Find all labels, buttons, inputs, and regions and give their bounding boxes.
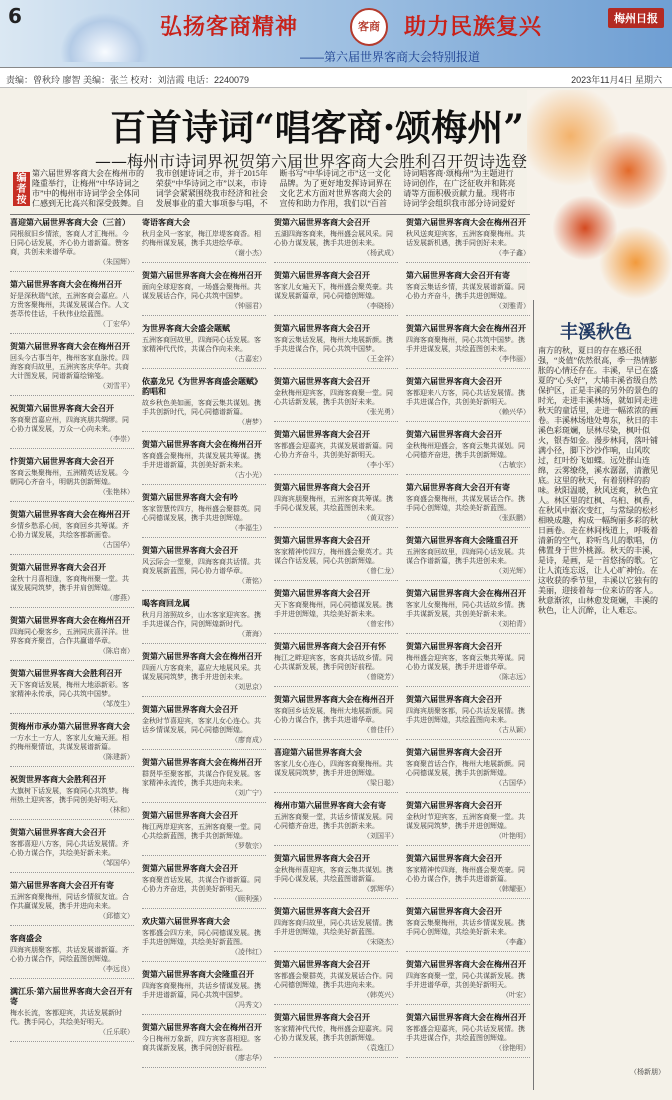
poem-author: （钟丽君） xyxy=(231,302,266,310)
poem-body: 客都盛会四方来，同心同德谋发展。携手共进创辉煌，共绘美好新蓝图。 xyxy=(142,929,261,946)
poem-body: 面向全球迎客商，一场盛会聚梅州。共谋发展话合作，同心共筑中国梦。 xyxy=(142,283,261,300)
poem-title: 贺第六届世界客商大会召开 xyxy=(274,536,370,545)
poem-author: （李伟丽） xyxy=(495,355,530,363)
poem-body: 客都迎来八方客，同心共话发展情。携手共进谋合作，共创美好新明天。 xyxy=(406,389,525,406)
poem-author: （廖育成） xyxy=(231,736,266,744)
poem-body: 客商云集聚梅州，五洲精英话发展。今朝同心齐奋斗，明朝共创新辉煌。 xyxy=(10,469,129,486)
poem-title: 贺第六届世界客商大会在梅州召开 xyxy=(142,271,262,280)
essay-body: 南方的秋，夏日的存在感还很强，“炎值”依然很高，季一热情膨胀的心情还存在。丰溪，早已在盛夏的“心头好”，大埔丰溪省级自然保护区，正是丰溪的另外的景色的时光，走进丰溪林场，就如同走进秋天的童话里，走进一幅浓浓的画卷。丰溪林场地处粤东，秋日的丰溪色彩斑斓，层林尽染，枫叶似火，银杏如金。漫步林间，落叶铺满小径，脚下沙沙作响，山风吹过，红叶纷飞如蝶。远处群山连绵，云雾缭绕，溪水潺潺，清澈见底。这里的秋天，有着别样的韵味。秋阳温暖，秋风送爽，秋色宜人。林区里的红枫、乌桕、枫香，在秋风中渐次变红，与常绿的松杉相映成趣，构成一幅绚丽多彩的秋日画卷。走在林间栈道上，呼吸着清新的空气，聆听鸟儿的歌唱，仿佛置身于世外桃源。秋天的丰溪，是诗，是画，是一首悠扬的歌。它让人流连忘返，让人心旷神怡。在这收获的季节里，丰溪以它独有的美丽，迎接着每一位来访的客人。秋意渐浓，山林愈发斑斓，丰溪的秋色，让人沉醉，让人难忘。 xyxy=(538,346,658,615)
poem-author: （邱德文） xyxy=(99,912,134,920)
poem-item xyxy=(142,599,266,644)
poem-item xyxy=(406,536,530,581)
poem-body: 五洲客商回故里，四海同心话发展。共谋合作谱新篇，携手共进创未来。 xyxy=(406,548,525,565)
poem-body: 金秋梅州喜迎宾，客商云集共谋划。携手同心谋发展，共绘蓝图谱新篇。 xyxy=(274,866,393,883)
poem-item xyxy=(406,960,530,1005)
poem-author: （郭辉华） xyxy=(363,885,398,893)
issue-date: 2023年11月4日 星期六 xyxy=(571,75,662,85)
poem-body: 故乡秋色美如画，客商云集共谋划。携手共创新时代，同心同德谱新篇。 xyxy=(142,399,261,416)
poem-body: 客家精神传四海，梅州盛会聚英豪。同心协力谋合作，携手共进谱新篇。 xyxy=(406,866,525,883)
poem-item xyxy=(274,960,398,1005)
editor-note-text: 第六届世界客商大会在梅州市的隆重举行，让梅州“中华诗词之市”中的梅州市诗词学会全体同仁感到无比高兴和深受鼓舞。自我市创建诗词之市，并于2015年荣获“中华诗词之市”以来，市诗词学会紧紧围绕我市经济和社会发展事业的重大事项参与唱，不断书写“中华诗词之市”这一文化品牌。为了更好地发挥诗词界在文化艺术方面对世界客商大会的宣传和助力作用，我们以“百首诗词唱客商·颂梅州”为主题进行诗词创作，在广泛征收并和陈亮请等方面积极贡献力量。现将市诗词学会组织我市部分诗词爱好 xyxy=(32,169,516,208)
editor-note-tag: 编者按 xyxy=(13,172,30,206)
poem-author: （袁逸江） xyxy=(363,1044,398,1052)
poem-title: 贺第六届世界客商大会召开 xyxy=(406,642,502,651)
poem-item xyxy=(10,828,134,873)
poem-item xyxy=(142,546,266,591)
poem-body: 客商聚首话合作，梅州大地展新颜。同心同德谋发展，携手共创新辉煌。 xyxy=(406,760,525,777)
edit-credits-line xyxy=(0,68,672,88)
poem-author: （李晓杨） xyxy=(363,302,398,310)
poem-author: （李子鑫） xyxy=(495,249,530,257)
poem-author: （刘雪平） xyxy=(99,382,134,390)
poem-body: 客家儿女心连心，四海客商聚梅州。共谋发展同筑梦，携手并进创辉煌。 xyxy=(274,760,393,777)
poem-item xyxy=(274,536,398,581)
poem-item xyxy=(10,934,134,979)
poem-title: 祝贺第六届世界客商大会召开 xyxy=(10,404,114,413)
poem-body: 客商盛会聚梅州，共谋发展共筹谋。携手并进谱新篇，共创美好新未来。 xyxy=(142,452,261,469)
poem-item xyxy=(142,377,266,432)
poem-body: 客家智慧传四方，梅州盛会聚群英。同心同德谋发展，携手共进创辉煌。 xyxy=(142,505,261,522)
poem-item xyxy=(406,801,530,846)
poem-body: 四海宾朋聚客都，共话发展谱新篇。齐心协力谋合作，同绘蓝图创辉煌。 xyxy=(10,946,129,963)
poem-author: （丘乐联） xyxy=(99,1028,134,1036)
poem-title: 贺第六届世界客商大会在梅州召开 xyxy=(406,960,526,969)
poem-body: 大旗树下话发展，客商同心共筑梦。梅州热土迎宾客，携手同创美好明天。 xyxy=(10,787,129,804)
poem-author: （李远良） xyxy=(99,965,134,973)
poem-title: 梅州市第六届世界客商大会有寄 xyxy=(274,801,386,810)
poem-item xyxy=(406,377,530,422)
poem-author: （唐梦） xyxy=(238,418,266,426)
poem-title: 贺第六届世界客商大会召开 xyxy=(142,546,238,555)
poem-body: 梅水长流，客都迎宾，共话发展新时代。携手同心，共绘美好明天。 xyxy=(10,1009,122,1026)
poem-item xyxy=(142,917,266,962)
poem-author: （韩耀驱） xyxy=(495,885,530,893)
poem-item xyxy=(274,430,398,475)
poem-author: （陈启南） xyxy=(99,647,134,655)
poem-author: （罗敬宗） xyxy=(231,842,266,850)
poem-item xyxy=(142,493,266,538)
poem-body: 今日梅州万象新，四方宾客喜相迎。客商共谋新发展，携手同创好前程。 xyxy=(142,1035,261,1052)
poem-body: 客都盛会迎嘉宾，同心共话发展情。携手共进谋合作，共绘蓝图创辉煌。 xyxy=(406,1025,525,1042)
poem-author: （宋晓杰） xyxy=(363,938,398,946)
poem-item xyxy=(406,218,530,263)
poem-item xyxy=(274,1013,398,1058)
poem-title: 贺第六届世界客商大会召开 xyxy=(274,218,370,227)
poem-author: （冯秀文） xyxy=(231,1001,266,1009)
poem-item xyxy=(274,218,398,263)
poem-title: 贺第六届世界客商大会召开 xyxy=(406,430,502,439)
poem-item xyxy=(142,758,266,803)
poem-item xyxy=(406,589,530,634)
poem-title: 第六届世界客商大会召开有寄 xyxy=(10,881,114,890)
poem-author: （曾宏伟） xyxy=(363,620,398,628)
poem-title: 贺第六届世界客商大会召开 xyxy=(142,864,238,873)
poem-item xyxy=(10,987,134,1042)
poem-item xyxy=(274,801,398,846)
poem-item xyxy=(406,907,530,952)
poem-body: 客商盛会聚梅州，共谋发展话合作。携手同心创辉煌，共绘美好新蓝图。 xyxy=(406,495,525,512)
poem-item xyxy=(10,510,134,555)
poem-body: 天下客商聚梅州，同心同德谋发展。携手并进创辉煌，共绘美好新未来。 xyxy=(274,601,393,618)
poem-item xyxy=(274,377,398,422)
poem-item xyxy=(10,722,134,767)
poem-body: 回头今古事当年，梅州客家血脉传。四海客商归故里，五洲宾客庆华年。共商大计图发展，同谱新篇绘锦笺。 xyxy=(10,354,129,380)
poem-title: 贺第六届世界客商大会在梅州召开 xyxy=(142,1023,262,1032)
poem-item xyxy=(406,695,530,740)
poem-author: （顾利强） xyxy=(231,895,266,903)
poem-author: （张艳林） xyxy=(99,488,134,496)
page-header xyxy=(0,0,672,68)
poem-item xyxy=(142,811,266,856)
poem-body: 客家精神代代传，梅州盛会迎嘉宾。同心协力谋发展，携手共创新辉煌。 xyxy=(274,1025,393,1042)
poem-title: 贺第六届世界客商大会召开 xyxy=(10,563,106,572)
poem-title: 贺第六届世界客商大会召开 xyxy=(274,483,370,492)
poem-author: （丁宏华） xyxy=(99,320,134,328)
poem-body: 秋月金风一客家，梅江岸堤客商香。相约梅州谋发展，携手共进绘华章。 xyxy=(142,230,261,247)
poem-title: 贺第六届世界客商大会在梅州召开 xyxy=(406,589,526,598)
poem-author: （曾佳仟） xyxy=(363,726,398,734)
poem-title: 第六届世界客商大会在梅州召开 xyxy=(10,280,122,289)
poem-title: 满江乐·第六届世界客商大会召开有寄 xyxy=(10,987,133,1006)
poem-title: 依嘉龙兄《为世界客商盛会题赋》韵唱和 xyxy=(142,377,262,396)
poem-title: 贺第六届世界客商大会在梅州召开 xyxy=(10,616,130,625)
poem-author: （古敏宗） xyxy=(495,461,530,469)
poem-item xyxy=(274,483,398,528)
poem-author: （曾仁龙） xyxy=(363,567,398,575)
poem-item xyxy=(142,218,266,263)
poem-body: 群贤毕至聚客都，共谋合作促发展。客家精神永流传，携手共进向未来。 xyxy=(142,770,261,787)
poem-body: 五洲客商聚一堂，共话乡情谋发展。同心同德齐奋进，携手共创新未来。 xyxy=(274,813,393,830)
poem-item xyxy=(10,881,134,926)
poem-author: （古从颖） xyxy=(495,726,530,734)
poem-title: 贺第六届世界客商大会召开 xyxy=(274,960,370,969)
poem-item xyxy=(10,775,134,820)
poem-title: 贺第六届世界客商大会在梅州召开 xyxy=(142,652,262,661)
poem-title: 贺第六届世界客商大会召开 xyxy=(274,271,370,280)
poem-title: 贺第六届世界客商大会召开 xyxy=(142,705,238,714)
poem-item xyxy=(10,616,134,661)
poem-author: （叶宏） xyxy=(502,991,530,999)
poem-author: （李鑫） xyxy=(502,938,530,946)
poem-title: 贺第六届世界客商大会召开 xyxy=(274,324,370,333)
poem-author: （黄双容） xyxy=(363,514,398,522)
poem-title: 贺第六届世界客商大会召开有怀 xyxy=(274,642,386,651)
masthead: 梅州日报 xyxy=(608,8,664,28)
poem-body: 一方水土一方人，客家儿女遍天涯。相约梅州聚情谊，共谋发展谱新篇。 xyxy=(10,734,129,751)
poem-author: （古国华） xyxy=(495,779,530,787)
poem-title: 欢庆第六届世界客商大会 xyxy=(142,917,230,926)
poem-body: 四海客商聚一堂，同心共谋新发展。携手并进谱华章，共创美好新明天。 xyxy=(406,972,525,989)
poem-author: （廖志华） xyxy=(231,1054,266,1062)
poem-body: 客商聚首嘉应州，四海宾朋共绸缪。同心协力谋发展，万众一心向未来。 xyxy=(10,416,129,433)
poem-title: 贺梅州市承办第六届世界客商大会 xyxy=(10,722,130,731)
poem-item xyxy=(274,907,398,952)
poem-item xyxy=(10,280,134,334)
poem-item xyxy=(10,342,134,396)
column-divider xyxy=(533,300,534,1090)
poem-item xyxy=(406,748,530,793)
poem-item xyxy=(406,642,530,687)
poem-title: 为世界客商大会盛会题赋 xyxy=(142,324,230,333)
poem-body: 客都喜迎八方客，同心共话发展情。齐心协力谋合作，共绘美好新未来。 xyxy=(10,840,129,857)
poem-body: 五洲客商回故里，四海同心话发展。客家精神代代传，共谋合作向未来。 xyxy=(142,336,261,353)
poem-author: （刘广宁） xyxy=(231,789,266,797)
poem-title: 贺第六届世界客商大会在梅州召开 xyxy=(406,324,526,333)
slogan-right: 助力民族复兴 xyxy=(404,14,543,40)
slogan-left: 弘扬客商精神 xyxy=(160,14,299,40)
poem-body: 客商云集话乡情，共谋发展谱新篇。同心协力齐奋斗，携手共进创辉煌。 xyxy=(406,283,525,300)
poem-author: （谢小杰） xyxy=(231,249,266,257)
poem-item xyxy=(142,324,266,369)
poem-body: 四海同心聚客乡，五洲同庆喜洋洋。世界客商齐聚首，合作共赢谱华章。 xyxy=(10,628,129,645)
poem-item xyxy=(274,695,398,740)
poem-item xyxy=(274,271,398,316)
essay-title: 丰溪秋色 xyxy=(560,322,632,343)
poem-author: （古嘉宏） xyxy=(231,355,266,363)
poem-author: （刘柏青） xyxy=(495,620,530,628)
poem-body: 客家精神传四方，梅州盛会聚英才。共谋合作话发展，同心共创新辉煌。 xyxy=(274,548,393,565)
poem-title: 贺第六届世界客商大会在梅州召开 xyxy=(406,218,526,227)
poem-item xyxy=(10,669,134,714)
poem-title: 寄语客商大会 xyxy=(142,218,190,227)
poem-item xyxy=(406,854,530,899)
poem-author: （李小军） xyxy=(363,461,398,469)
poem-author: （陈建新） xyxy=(99,753,134,761)
poem-title: 贺第六届世界客商大会在梅州召开 xyxy=(274,695,394,704)
poem-body: 好是深秋瑞气浓，五洲客商会嘉应。八方贵客聚梅州，共谋发展谋合作。人文荟萃传佳话，千秋伟业绘蓝图。 xyxy=(10,292,129,318)
poem-author: （曾晓芳） xyxy=(363,673,398,681)
poem-item xyxy=(142,970,266,1015)
poem-item xyxy=(10,457,134,502)
poem-title: 贺第六届世界客商大会胜利召开 xyxy=(10,669,122,678)
poem-author: （萧海） xyxy=(238,630,266,638)
event-seal-icon: 客商 xyxy=(350,8,388,46)
poem-body: 四面八方客商来，嘉应大地展风采。共谋发展同筑梦，携手并进创未来。 xyxy=(142,664,261,681)
poem-body: 金秋时节迎宾客，五洲客商聚一堂。共谋发展同筑梦，携手并进创辉煌。 xyxy=(406,813,525,830)
poem-author: （朱国辉） xyxy=(99,258,134,266)
poem-title: 喜迎第六届世界客商大会（三首） xyxy=(10,218,130,227)
poem-body: 四海宾朋聚梅州，五洲客商共筹谋。携手同心谋发展，共绘蓝图创未来。 xyxy=(274,495,393,512)
poem-author: （李福生） xyxy=(231,524,266,532)
poem-body: 金秋梅州迎盛会，客商云集共谋划。同心同德齐奋进，携手共创新辉煌。 xyxy=(406,442,525,459)
poem-body: 客都盛会聚群英，共谋发展话合作。同心同德创辉煌，携手共进向未来。 xyxy=(274,972,393,989)
poem-item xyxy=(406,1013,530,1058)
poem-body: 金秋梅州迎宾客，四海客商聚一堂。同心共话新发展，携手共创好未来。 xyxy=(274,389,393,406)
poem-item xyxy=(274,642,398,687)
poem-item xyxy=(406,271,530,316)
poem-body: 五湖四海客商来，梅州盛会展风采。同心协力谋发展，携手共进创未来。 xyxy=(274,230,393,247)
autumn-leaves-image xyxy=(527,90,672,320)
poem-body: 金秋十月喜相逢，客商梅州聚一堂。共谋发展同筑梦，携手并肩创辉煌。 xyxy=(10,575,129,592)
poem-author: （李崇） xyxy=(106,435,134,443)
poem-body: 乡情乡愁系心间，客商回乡共筹谋。齐心协力谋发展，共绘客都新画卷。 xyxy=(10,522,129,539)
poem-title: 忭贺第六届世界客商大会召开 xyxy=(10,457,114,466)
poem-title: 贺第六届世界客商大会在梅州召开 xyxy=(406,1013,526,1022)
poem-title: 喝客商回龙属 xyxy=(142,599,190,608)
poem-title: 贺第六届世界客商大会召开 xyxy=(274,907,370,916)
poem-item xyxy=(406,483,530,528)
poem-author: （杨武成） xyxy=(363,249,398,257)
poem-title: 贺第六届世界客商大会召开 xyxy=(142,811,238,820)
poem-body: 客家儿女聚梅州，同心共话故乡情。携手共谋新发展，共创美好新未来。 xyxy=(406,601,525,618)
poem-item xyxy=(274,324,398,369)
poem-item xyxy=(10,218,134,272)
poem-author: （萧铭） xyxy=(238,577,266,585)
poem-item xyxy=(10,563,134,608)
poem-title: 第六届世界客商大会召开有寄 xyxy=(406,483,510,492)
poem-item xyxy=(274,854,398,899)
poem-title: 贺第六届世界客商大会召开 xyxy=(274,430,370,439)
poem-body: 客商云集聚梅州，共话乡情谋发展。携手同心创辉煌，共绘美好新未来。 xyxy=(406,919,525,936)
poem-body: 客家儿女遍天下，梅州盛会聚英豪。共谋发展新篇章，同心同德创辉煌。 xyxy=(274,283,393,300)
poem-item xyxy=(406,324,530,369)
poem-body: 天下客商话发展，梅州大地添新彩。客家精神永传承，同心共筑中国梦。 xyxy=(10,681,129,698)
poem-body: 风云际会一堂聚，四海客商共话情。共商发展新蓝图，同心协力谱华章。 xyxy=(142,558,261,575)
poem-title: 客商盛会 xyxy=(10,934,42,943)
poem-author: （林和） xyxy=(106,806,134,814)
poem-item xyxy=(10,404,134,449)
poem-title: 贺第六届世界客商大会召开 xyxy=(406,377,502,386)
poem-item xyxy=(274,589,398,634)
poem-item xyxy=(274,748,398,793)
poem-item xyxy=(142,271,266,316)
poem-author: （王金祥） xyxy=(363,355,398,363)
poem-title: 贺第六届世界客商大会召开 xyxy=(406,854,502,863)
poem-author: （古小光） xyxy=(231,471,266,479)
article-title: 百首诗词“唱客商·颂梅州” xyxy=(110,107,524,149)
essay-author: （杨新朋） xyxy=(630,1068,665,1076)
poem-title: 贺第六届世界客商大会召开 xyxy=(274,1013,370,1022)
poem-title: 贺第六届世界客商大会召开 xyxy=(274,589,370,598)
poem-title: 贺第六届世界客商大会召开 xyxy=(406,748,502,757)
poem-title: 贺第六届世界客商大会在梅州召开 xyxy=(142,440,262,449)
poem-author: （张跃鹏） xyxy=(495,514,530,522)
poem-author: （刘思京） xyxy=(231,683,266,691)
poem-item xyxy=(142,864,266,909)
poem-body: 同根叙旧乡情浓，客商人才汇梅州。今日同心话发展，齐心协力谱新篇。赞客商，共创未来谱华章。 xyxy=(10,230,129,256)
poem-author: （古国华） xyxy=(99,541,134,549)
poem-title: 贺第六届世界客商大会召开 xyxy=(274,377,370,386)
poem-item xyxy=(142,652,266,697)
poem-body: 秋月月溶照故乡，山水客家迎宾客。携手共进谋合作，同创辉煌新时代。 xyxy=(142,611,261,628)
poem-title: 贺第六届世界客商大会召开 xyxy=(10,828,106,837)
poem-author: （叶艳明） xyxy=(495,832,530,840)
poem-author: （徐艳明） xyxy=(495,1044,530,1052)
poem-body: 客商云集话发展，梅州大地展新颜。携手共进谋合作，同心共筑中国梦。 xyxy=(274,336,393,353)
poem-body: 五洲客商聚梅州，同话乡情叙友谊。合作共赢谋发展，携手并进向未来。 xyxy=(10,893,129,910)
poem-body: 客商聚首话发展，共谋合作谱新篇。同心协力齐奋进，共创美好新明天。 xyxy=(142,876,261,893)
poem-body: 梅江之畔迎宾客，客商共话故乡情。同心共谋新发展，携手同创好前程。 xyxy=(274,654,393,671)
poem-columns xyxy=(10,218,530,1088)
poem-title: 第六届世界客商大会召开有寄 xyxy=(406,271,510,280)
poem-body: 四海客商聚梅州，共话乡情谋发展。携手并进谱新篇，同心共筑中国梦。 xyxy=(142,982,261,999)
poem-title: 贺第六届世界客商大会有吟 xyxy=(142,493,238,502)
poem-body: 四海客商归故里，同心共话发展情。携手并进创辉煌，共绘美好新蓝图。 xyxy=(274,919,393,936)
poem-body: 金秋时节喜迎宾，客家儿女心连心。共话乡情谋发展，同心同德创辉煌。 xyxy=(142,717,261,734)
poem-author: （梁日聪） xyxy=(363,779,398,787)
page-number: 6 xyxy=(8,4,22,28)
poem-body: 梅州盛会迎宾客，客商云集共筹谋。同心协力谋发展，携手并进谱华章。 xyxy=(406,654,525,671)
poem-body: 四海客商聚梅州，同心共筑中国梦。携手并进谋发展，共绘蓝图创未来。 xyxy=(406,336,525,353)
poem-author: （刘国平） xyxy=(363,832,398,840)
poem-title: 贺第六届世界客商大会在梅州召开 xyxy=(10,342,130,351)
poem-author: （刘雅青） xyxy=(495,302,530,310)
poem-title: 祝贺世界客商大会胜利召开 xyxy=(10,775,106,784)
poem-title: 贺第六届世界客商大会隆重召开 xyxy=(406,536,518,545)
poem-author: （陈志远） xyxy=(495,673,530,681)
special-report-subtitle: ——第六届世界客商大会特别报道 xyxy=(300,50,481,64)
poem-author: （邹国华） xyxy=(99,859,134,867)
poem-title: 喜迎第六届世界客商大会 xyxy=(274,748,362,757)
poem-title: 贺第六届世界客商大会隆重召开 xyxy=(142,970,254,979)
poem-author: （邹茂生） xyxy=(99,700,134,708)
poem-author: （韩英兴） xyxy=(363,991,398,999)
poem-item xyxy=(142,440,266,485)
poem-body: 客商回乡话发展，梅州大地展新颜。同心协力谋合作，携手共进谱华章。 xyxy=(274,707,393,724)
article-deck: ——梅州市诗词界祝贺第六届世界客商大会胜利召开贺诗选登 xyxy=(95,152,528,171)
poem-item xyxy=(142,705,266,750)
edit-credits: 责编：曾秋玲 廖智 美编：张兰 校对：刘洁霞 电话：2240079 xyxy=(6,75,250,85)
poem-author: （赖兴华） xyxy=(495,408,530,416)
poem-author: （凌伟红） xyxy=(231,948,266,956)
poem-body: 四海宾朋聚客都，同心共话发展情。携手共进创辉煌，共绘蓝图向未来。 xyxy=(406,707,525,724)
poem-author: （张光勇） xyxy=(363,408,398,416)
stadium-image xyxy=(60,12,150,62)
poem-title: 贺第六届世界客商大会召开 xyxy=(274,854,370,863)
poem-title: 贺第六届世界客商大会召开 xyxy=(406,801,502,810)
poem-title: 贺第六届世界客商大会召开 xyxy=(406,695,502,704)
poem-title: 贺第六届世界客商大会在梅州召开 xyxy=(10,510,130,519)
poem-body: 秋风送爽迎宾客，五洲客商聚梅州。共话发展新机遇，携手同创好未来。 xyxy=(406,230,525,247)
poem-author: （廖燕） xyxy=(106,594,134,602)
poem-item xyxy=(406,430,530,475)
divider-rule xyxy=(10,214,530,215)
poem-body: 梅江两岸迎宾客，五洲客商聚一堂。同心共绘新蓝图，携手共创新辉煌。 xyxy=(142,823,261,840)
poem-body: 客都盛会迎嘉宾，共谋发展谱新篇。同心协力齐奋斗，共创美好新明天。 xyxy=(274,442,393,459)
poem-item xyxy=(142,1023,266,1068)
poem-title: 贺第六届世界客商大会召开 xyxy=(406,907,502,916)
poem-title: 贺第六届世界客商大会在梅州召开 xyxy=(142,758,262,767)
poem-author: （刘光辉） xyxy=(495,567,530,575)
